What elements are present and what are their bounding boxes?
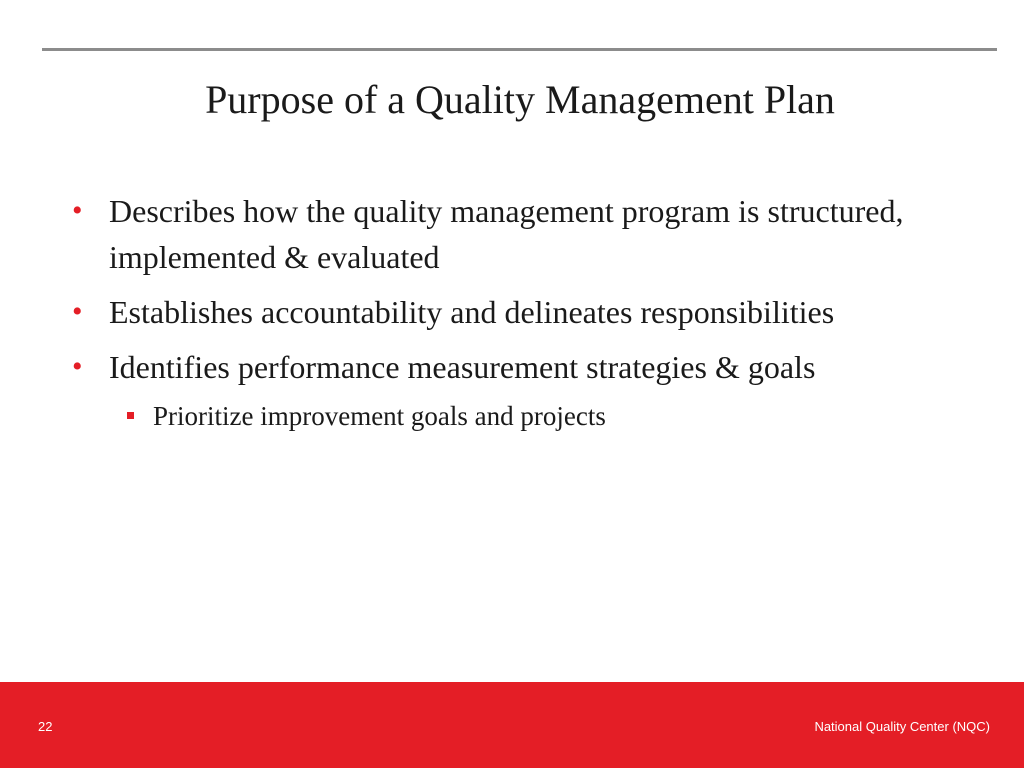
bullet-dot-icon: • [72, 194, 83, 227]
footer-organization: National Quality Center (NQC) [814, 719, 990, 734]
square-bullet-icon [127, 412, 134, 419]
bullet-dot-icon: • [72, 295, 83, 328]
slide-title: Purpose of a Quality Management Plan [205, 77, 835, 122]
bullet-item [72, 344, 912, 436]
sub-bullet-text: Prioritize improvement goals and projects [153, 401, 606, 431]
sub-bullet-item [109, 396, 912, 436]
bullet-dot-icon: • [72, 350, 83, 383]
bullet-item [72, 289, 912, 335]
footer-bar [0, 682, 1024, 768]
page-number: 22 [38, 719, 53, 734]
bullet-item [72, 188, 912, 280]
top-divider-line [42, 48, 997, 51]
bullet-text: Identifies performance measurement strategies & goals [109, 349, 816, 385]
sub-bullet-list [109, 396, 912, 436]
bullet-text: Establishes accountability and delineates responsibilities [109, 294, 835, 330]
bullet-text: Describes how the quality management program is structured, implemented & evaluated [109, 193, 904, 275]
bullet-list [72, 188, 912, 445]
